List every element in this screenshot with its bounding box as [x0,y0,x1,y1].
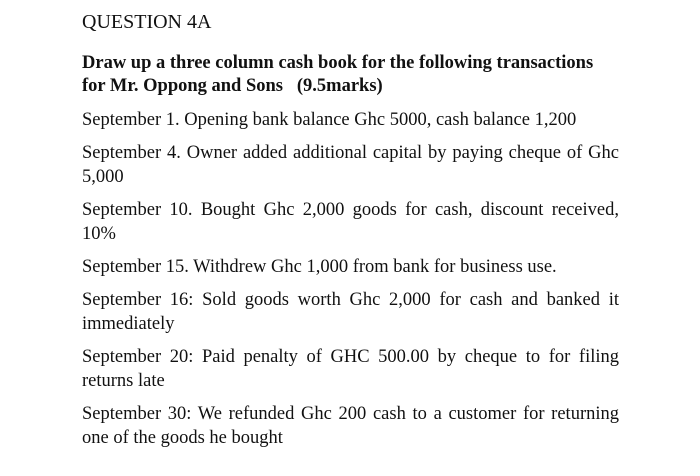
transaction-sep-20: September 20: Paid penalty of GHC 500.00 by cheque to for filing returns late [82,347,619,391]
question-document [82,9,619,459]
transaction-sep-30: September 30: We refunded Ghc 200 cash to a customer for returning one of the goods he bought [82,404,619,448]
question-heading: QUESTION 4A [82,11,212,33]
question-instruction: Draw up a three column cash book for the following transactions for Mr. Oppong and Sons (9.5marks) [82,53,598,96]
transaction-sep-4: September 4. Owner added additional capital by paying cheque of Ghc 5,000 [82,143,619,187]
transaction-sep-15: September 15. Withdrew Ghc 1,000 from bank for business use. [82,257,557,277]
transaction-sep-16: September 16: Sold goods worth Ghc 2,000 for cash and banked it immediately [82,290,619,334]
transaction-sep-1: September 1. Opening bank balance Ghc 5000, cash balance 1,200 [82,110,577,130]
transaction-sep-10: September 10. Bought Ghc 2,000 goods for cash, discount received, 10% [82,200,619,244]
